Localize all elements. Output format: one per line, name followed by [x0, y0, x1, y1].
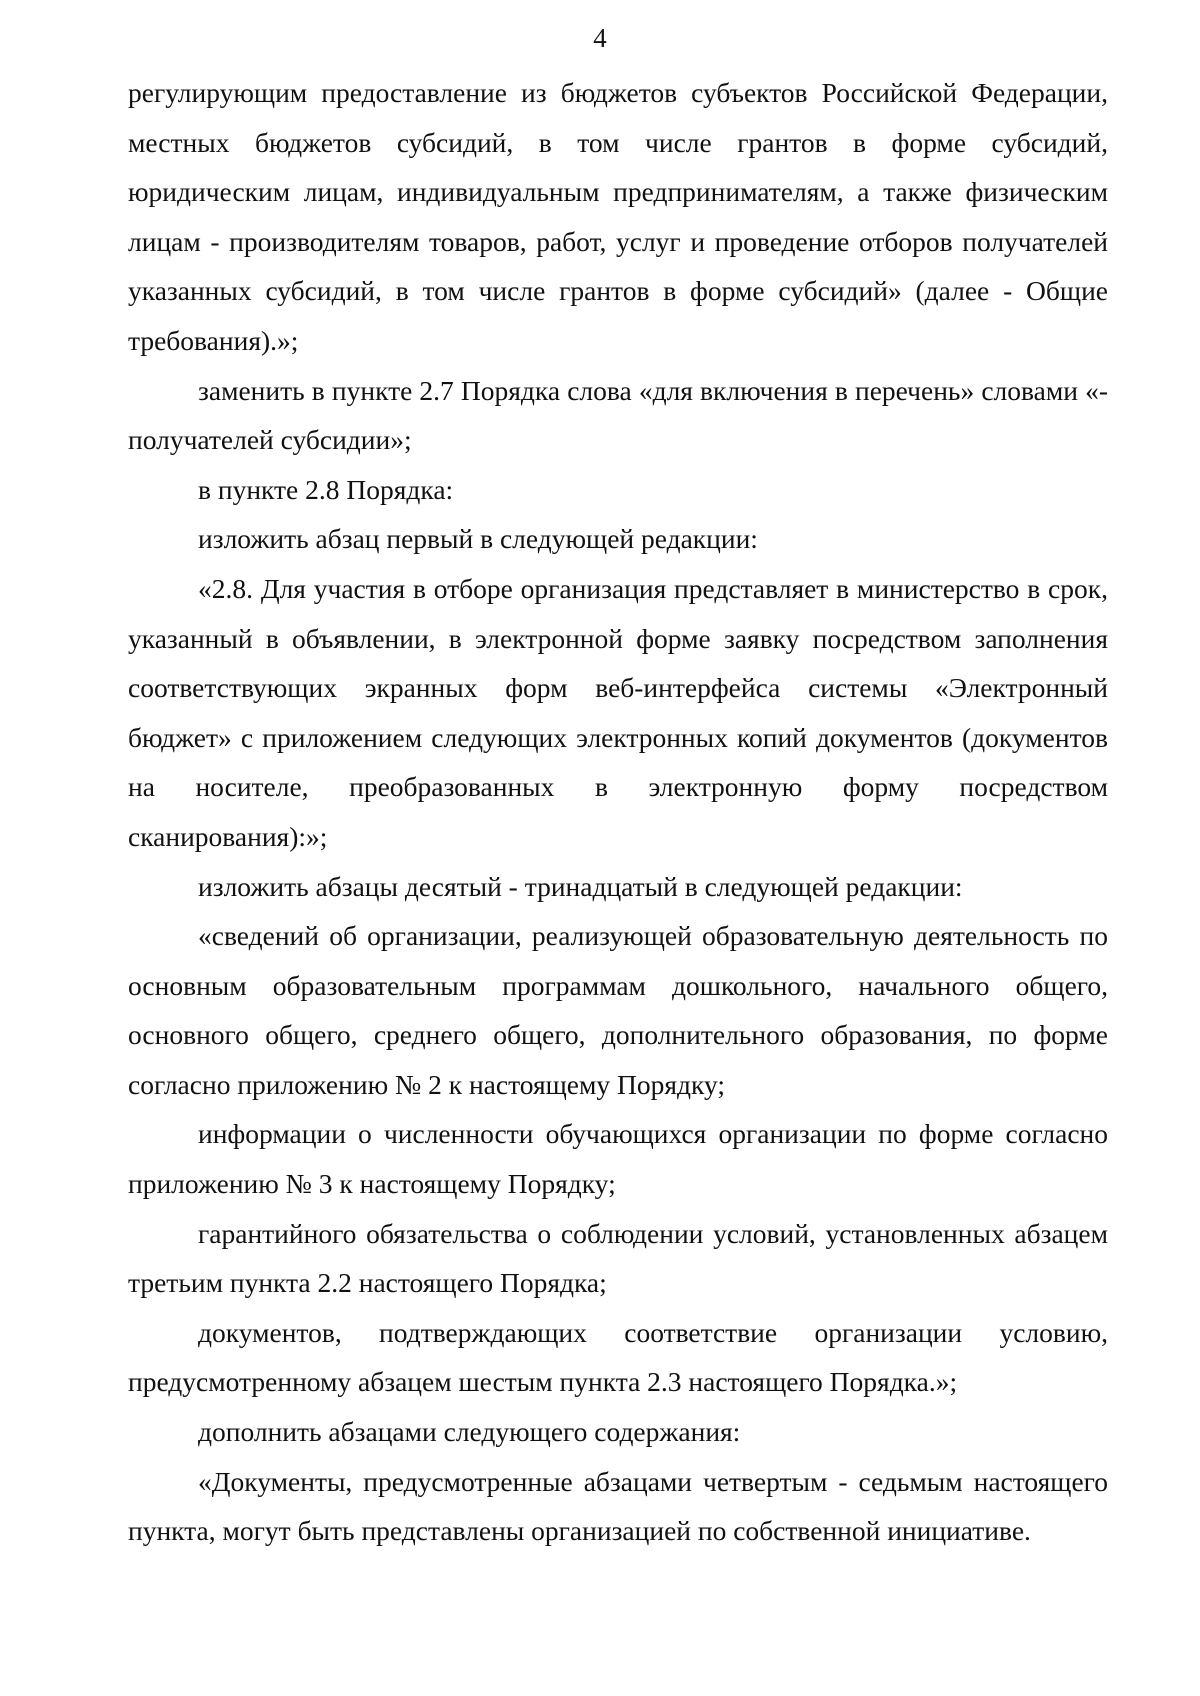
paragraph-abzacy-instruction: изложить абзацы десятый - тринадцатый в следующей редакции:	[198, 870, 963, 902]
paragraph-item-2-8-text: «2.8. Для участия в отборе организация представляет в министерство в срок, указанный в объявлении, в электронной форме заявку посредством заполнения соответствующих экранных форм веб-интерфейса системы «Электронный бюджет» с приложением следующих электронных копий документов (документов на носителе, преобразованных в электронную форму посредством сканирования):»;	[128, 572, 1108, 852]
paragraph-item-2-7: заменить в пункте 2.7 Порядка слова «для включения в перечень» словами «- получателей субсидии»;	[128, 374, 1108, 456]
paragraph-guarantee: гарантийного обязательства о соблюдении условий, установленных абзацем третьим пункта 2.2 настоящего Порядка;	[128, 1217, 1108, 1299]
paragraph-organization-info: «сведений об организации, реализующей образовательную деятельность по основным образовательным программам дошкольного, начального общего, основного общего, среднего общего, дополнительного образования, по форме согласно приложению № 2 к настоящему Порядку;	[128, 920, 1108, 1100]
paragraph-first-abzac-instruction: изложить абзац первый в следующей редакции:	[198, 523, 758, 555]
paragraph-documents-initiative: «Документы, предусмотренные абзацами четвертым - седьмым настоящего пункта, могут быть представлены организацией по собственной инициативе.	[128, 1465, 1108, 1547]
paragraph-continuation: регулирующим предоставление из бюджетов субъектов Российской Федерации, местных бюджетов субсидий, в том числе грантов в форме субсидий, юридическим лицам, индивидуальным предпринимателям, а также физическим лицам - производителям товаров, работ, услуг и проведение отборов получателей указанных субсидий, в том числе грантов в форме субсидий» (далее - Общие требования).»;	[128, 77, 1108, 356]
paragraph-supporting-documents: документов, подтверждающих соответствие организации условию, предусмотренному абзацем шестым пункта 2.3 настоящего Порядка.»;	[128, 1316, 1108, 1398]
page-number: 4	[593, 23, 607, 53]
paragraph-add-abzacy: дополнить абзацами следующего содержания:	[198, 1416, 741, 1448]
document-body	[128, 68, 1108, 1556]
paragraph-students-info: информации о численности обучающихся организации по форме согласно приложению № 3 к настоящему Порядку;	[128, 1118, 1108, 1200]
paragraph-item-2-8-heading: в пункте 2.8 Порядка:	[198, 473, 454, 505]
